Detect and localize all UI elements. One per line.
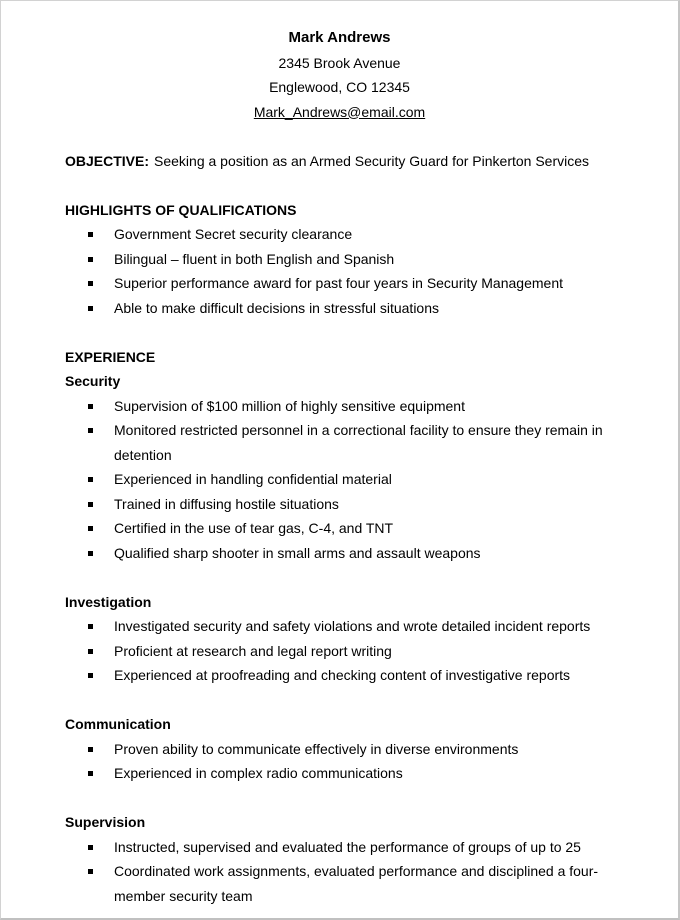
list-item — [65, 541, 614, 566]
bullet-square-icon — [88, 649, 93, 654]
list-item — [65, 663, 614, 688]
experience-group-title-communication: Communication — [65, 716, 171, 732]
section-title-highlights: HIGHLIGHTS OF QUALIFICATIONS — [65, 201, 297, 218]
bullet-text: Supervision of $100 million of highly sensitive equipment — [114, 397, 465, 414]
section-title-experience: EXPERIENCE — [65, 348, 156, 365]
bullet-square-icon — [88, 477, 93, 482]
list-item — [65, 247, 614, 272]
city-state-zip-line: Englewood, CO 12345 — [269, 79, 410, 95]
bullet-square-icon — [88, 232, 93, 237]
list-item — [65, 835, 614, 860]
list-item — [65, 516, 614, 541]
bullet-text: Certified in the use of tear gas, C-4, and TNT — [114, 520, 394, 536]
list-item — [65, 639, 614, 664]
resume-header — [65, 26, 614, 124]
address-line: 2345 Brook Avenue — [278, 54, 401, 71]
list-item — [65, 222, 614, 247]
bullet-square-icon — [88, 771, 93, 776]
bullet-square-icon — [88, 306, 93, 311]
list-item — [65, 761, 614, 786]
email-link[interactable]: Mark_Andrews@email.com — [253, 103, 426, 120]
list-item — [65, 859, 614, 908]
highlights-list — [65, 222, 614, 320]
bullet-text: Investigated security and safety violations and wrote detailed incident reports — [114, 618, 591, 634]
experience-group-title-supervision: Supervision — [65, 814, 146, 830]
bullet-text: Able to make difficult decisions in stressful situations — [114, 299, 440, 316]
bullet-text: Superior performance award for past four years in Security Management — [114, 275, 563, 291]
investigation-list — [65, 614, 614, 688]
bullet-square-icon — [88, 257, 93, 262]
bullet-text: Bilingual – fluent in both English and Spanish — [114, 250, 395, 267]
candidate-name: Mark Andrews — [288, 29, 391, 46]
communication-list — [65, 737, 614, 786]
bullet-text: Experienced at proofreading and checking content of investigative reports — [114, 667, 571, 683]
objective-section — [65, 149, 614, 174]
bullet-text: Government Secret security clearance — [114, 226, 353, 242]
list-item — [65, 271, 614, 296]
bullet-text: Proven ability to communicate effectively in diverse environments — [114, 740, 519, 757]
bullet-square-icon — [88, 281, 93, 286]
bullet-text: Coordinated work assignments, evaluated performance and disciplined a four-member security team — [114, 863, 599, 904]
bullet-square-icon — [88, 404, 93, 409]
list-item — [65, 492, 614, 517]
experience-group-title-investigation: Investigation — [65, 593, 152, 610]
bullet-square-icon — [88, 673, 93, 678]
bullet-text: Proficient at research and legal report writing — [114, 642, 392, 659]
bullet-square-icon — [88, 747, 93, 752]
list-item — [65, 737, 614, 762]
list-item — [65, 296, 614, 321]
list-item — [65, 467, 614, 492]
bullet-square-icon — [88, 526, 93, 531]
experience-group-title-security: Security — [65, 373, 121, 389]
list-item — [65, 418, 614, 467]
bullet-square-icon — [88, 869, 93, 874]
bullet-square-icon — [88, 502, 93, 507]
list-item — [65, 614, 614, 639]
bullet-text: Experienced in complex radio communications — [114, 765, 403, 781]
bullet-square-icon — [88, 551, 93, 556]
bullet-text: Monitored restricted personnel in a correctional facility to ensure they remain in detention — [114, 422, 603, 463]
bullet-square-icon — [88, 845, 93, 850]
bullet-text: Instructed, supervised and evaluated the performance of groups of up to 25 — [114, 838, 581, 855]
bullet-text: Experienced in handling confidential material — [114, 471, 392, 487]
bullet-text: Trained in diffusing hostile situations — [114, 495, 339, 512]
supervision-list — [65, 835, 614, 909]
list-item — [65, 394, 614, 419]
bullet-square-icon — [88, 428, 93, 433]
objective-text: Seeking a position as an Armed Security Guard for Pinkerton Services — [154, 152, 590, 169]
bullet-text: Qualified sharp shooter in small arms and assault weapons — [114, 544, 481, 561]
bullet-square-icon — [88, 624, 93, 629]
security-list — [65, 394, 614, 566]
objective-label: OBJECTIVE: — [65, 152, 150, 169]
email-line — [65, 100, 614, 125]
